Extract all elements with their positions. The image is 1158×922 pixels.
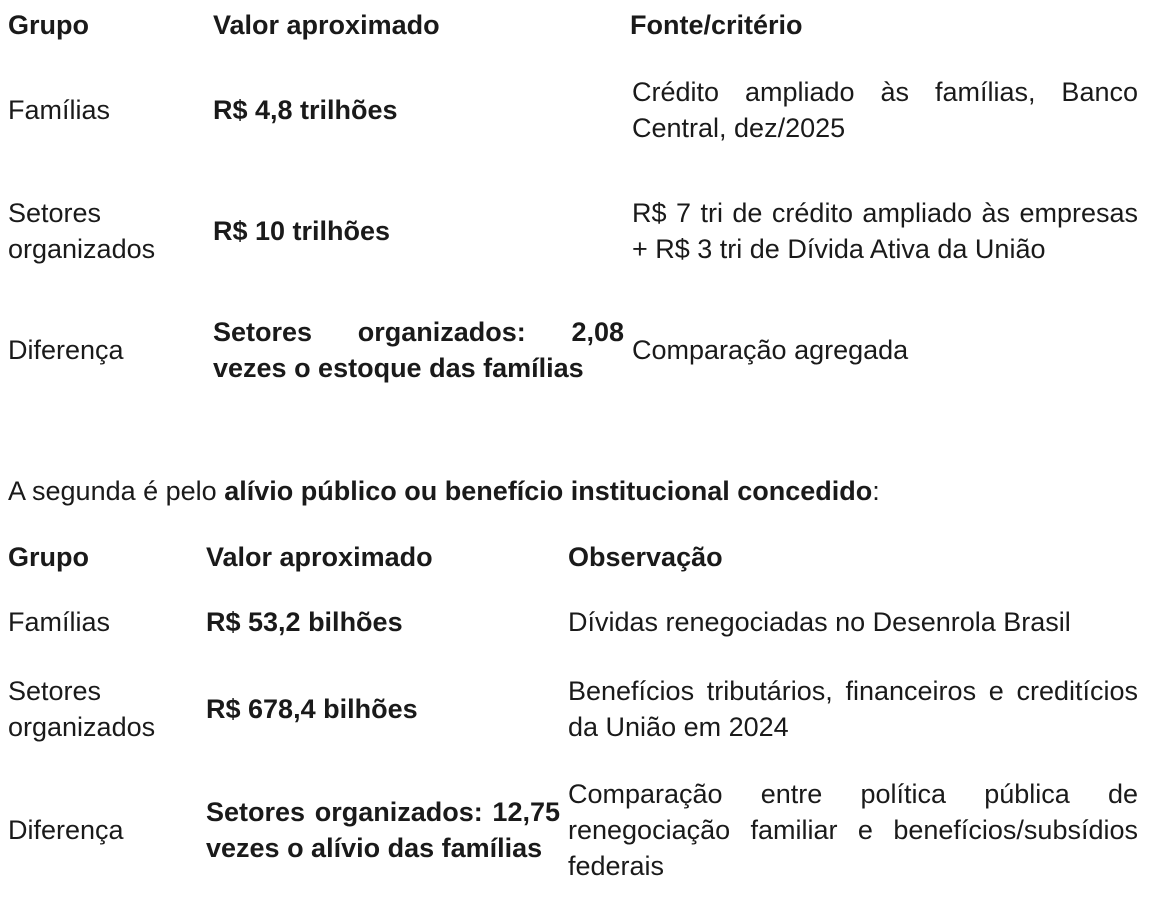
- header-observacao: Observação: [568, 542, 723, 572]
- cell-valor: Setores organizados: 12,75 vezes o alívio das famílias: [206, 797, 560, 863]
- paragraph-bold: alívio público ou benefício institucional concedido: [224, 476, 873, 506]
- table-row: [8, 756, 1138, 904]
- cell-grupo: Setores organizados: [8, 198, 156, 264]
- cell-fonte: Comparação agregada: [632, 335, 909, 365]
- paragraph-suffix: :: [872, 476, 880, 506]
- cell-grupo: Famílias: [8, 607, 111, 637]
- header-grupo: Grupo: [8, 10, 89, 40]
- table-row: [8, 292, 1138, 408]
- cell-valor: R$ 10 trilhões: [213, 216, 391, 246]
- table-header-row: [8, 532, 1138, 582]
- cell-grupo: Setores organizados: [8, 676, 156, 742]
- cell-valor: R$ 4,8 trilhões: [213, 95, 398, 125]
- header-valor: Valor aproximado: [206, 542, 433, 572]
- intro-paragraph: [8, 473, 880, 509]
- paragraph-prefix: A segunda é pelo: [8, 476, 225, 506]
- cell-grupo: Diferença: [8, 815, 124, 845]
- header-fonte: Fonte/critério: [630, 10, 803, 40]
- table-row: [8, 662, 1138, 756]
- table-row: [8, 170, 1138, 292]
- cell-valor: Setores organizados: 2,08 vezes o estoque das famílias: [213, 317, 624, 383]
- header-grupo: Grupo: [8, 542, 89, 572]
- cell-observacao: Comparação entre política pública de renegociação familiar e benefícios/subsídios federais: [568, 779, 1138, 881]
- cell-grupo: Famílias: [8, 95, 111, 125]
- table-row: [8, 50, 1138, 170]
- cell-grupo: Diferença: [8, 335, 124, 365]
- table-header-row: [8, 0, 1138, 50]
- table-row: [8, 582, 1138, 662]
- cell-observacao: Dívidas renegociadas no Desenrola Brasil: [568, 607, 1071, 637]
- header-valor: Valor aproximado: [213, 10, 440, 40]
- cell-fonte: R$ 7 tri de crédito ampliado às empresas + R$ 3 tri de Dívida Ativa da União: [632, 198, 1138, 264]
- stock-comparison-table: [8, 0, 1138, 408]
- cell-observacao: Benefícios tributários, financeiros e creditícios da União em 2024: [568, 676, 1138, 742]
- relief-comparison-table: [8, 532, 1138, 904]
- cell-valor: R$ 53,2 bilhões: [206, 607, 403, 637]
- cell-fonte: Crédito ampliado às famílias, Banco Central, dez/2025: [632, 77, 1138, 143]
- cell-valor: R$ 678,4 bilhões: [206, 694, 418, 724]
